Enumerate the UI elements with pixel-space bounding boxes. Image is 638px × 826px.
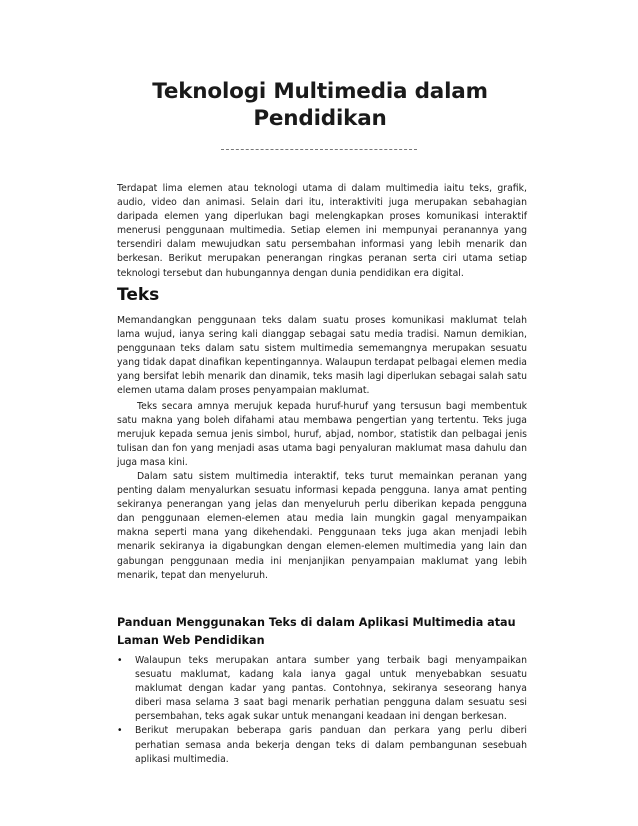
teks-paragraph-3: Dalam satu sistem multimedia interaktif, teks turut memainkan peranan yang penting dalam menyalurkan sesuatu informasi kepada pengguna. Ianya amat penting sekiranya penerangan yang jelas dan menyeluruh perlu diberikan kepada pengguna dan penggunaan elemen-elemen atau media lain mungkin gagal menyampaikan makna seperti mana yang dikehendaki. Penggunaan teks juga akan menjadi lebih menarik sekiranya ia digabungkan dengan elemen-elemen multimedia yang lain dan gabungan penggunaan media ini menjanjikan penyampaian maklumat yang lebih menarik, tepat dan menyeluruh. xyxy=(117,471,527,581)
teks-paragraph-2: Teks secara amnya merujuk kepada huruf-huruf yang tersusun bagi membentuk satu makna yang boleh difahami atau membawa pengertian yang tertentu. Teks juga merujuk kepada semua jenis simbol, huruf, abjad, nombor, statistik dan pelbagai jenis tulisan dan fon yang menjadi asas utama bagi penyaluran maklumat masa dahulu dan juga masa kini. xyxy=(117,401,527,469)
bullet-icon: • xyxy=(117,655,123,666)
teks-paragraph-1: Memandangkan penggunaan teks dalam suatu proses komunikasi maklumat telah lama wujud, ianya sering kali dianggap sebagai satu media tradisi. Namun demikian, penggunaan teks dalam satu sistem multimedia sememangnya merupakan sesuatu yang tidak dapat dinafikan kepentingannya. Walaupun terdapat pelbagai elemen media yang bersifat lebih menarik dan dinamik, teks masih lagi diperlukan sebagai salah satu elemen utama dalam proses penyampaian maklumat. xyxy=(117,315,527,397)
list-item-text: Walaupun teks merupakan antara sumber yang terbaik bagi menyampaikan sesuatu maklumat, kadang kala ianya gagal untuk menyebabkan sesuatu maklumat dengan kadar yang pantas. Contohnya, sekiranya seseorang hanya diberi masa selama 3 saat bagi menarik perhatian pengguna dalam sesuatu sesi persembahan, teks agak sukar untuk menangani keadaan ini dengan berkesan. xyxy=(135,655,527,723)
title-line-1: Teknologi Multimedia dalam xyxy=(152,79,488,104)
title-divider xyxy=(221,149,417,150)
bullet-icon: • xyxy=(117,725,123,737)
list-item xyxy=(117,654,527,724)
list-item xyxy=(117,724,527,766)
document-title xyxy=(110,78,530,132)
guidelines-list xyxy=(117,654,527,767)
subheading-line-1: Panduan Menggunakan Teks di dalam Aplikasi Multimedia atau xyxy=(117,616,516,629)
title-line-2: Pendidikan xyxy=(253,106,387,131)
list-item-text: Berikut merupakan beberapa garis panduan dan perkara yang perlu diberi perhatian semasa anda bekerja dengan teks di dalam pembangunan sesebuah aplikasi multimedia. xyxy=(135,725,527,765)
intro-paragraph: Terdapat lima elemen atau teknologi utama di dalam multimedia iaitu teks, grafik, audio, video dan animasi. Selain dari itu, interaktiviti juga merupakan sebahagian daripada elemen yang diperlukan bagi melengkapkan proses komunikasi interaktif menerusi penggunaan multimedia. Setiap elemen ini mempunyai peranannya yang tersendiri dalam mewujudkan satu persembahan informasi yang lebih menarik dan berkesan. Berikut merupakan penerangan ringkas peranan serta ciri utama setiap teknologi tersebut dan hubungannya dengan dunia pendidikan era digital. xyxy=(117,183,527,279)
subheading-line-2: Laman Web Pendidikan xyxy=(117,634,265,647)
guidelines-subheading xyxy=(117,614,537,650)
section-heading-teks: Teks xyxy=(117,285,160,305)
